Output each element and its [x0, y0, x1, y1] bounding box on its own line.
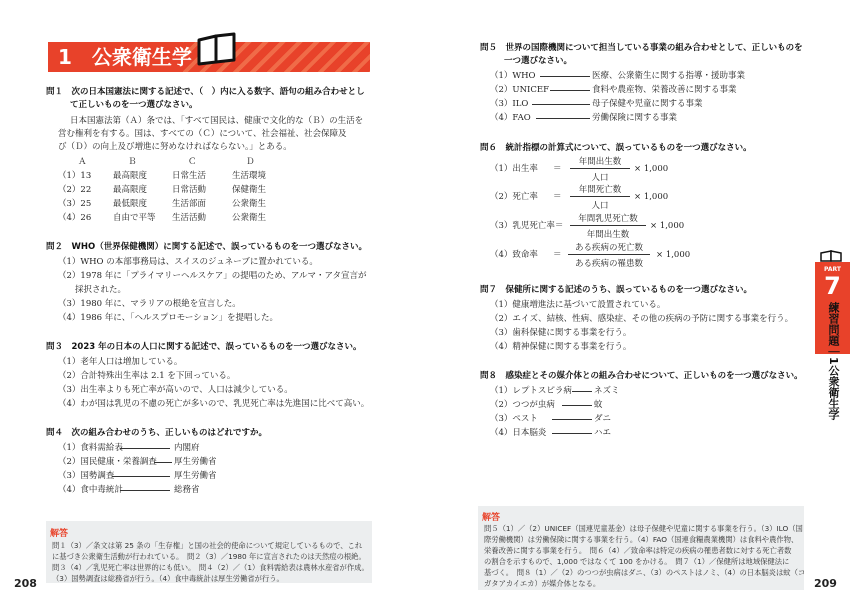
page-title: 1 公衆衛生学 — [58, 45, 192, 69]
q1-row-cell: 生活活動 — [172, 213, 207, 223]
q3-option: （2）合計特殊出生率は 2.1 を下回っている。 — [58, 371, 236, 381]
q8-connector — [552, 433, 592, 434]
q8-option-right: ハエ — [594, 428, 612, 438]
q2-option-cont: 採択された。 — [58, 285, 127, 295]
q1-heading: 問１ 次の日本国憲法に関する記述で、（ ）内に入る数字、語句の組み合わせとし — [46, 87, 365, 97]
q6-fraction-bar — [570, 168, 630, 169]
q2-option: （1）WHO の本部事務局は、スイスのジュネーブに置かれている。 — [58, 257, 318, 267]
q5-option-left: （2）UNICEF — [490, 85, 549, 95]
q1-col-header: Ａ — [78, 157, 87, 167]
answer-line: 基づく。 問８（1）／（2）のつつが虫病はダニ、（3）のペストはノミ、（4）の日本脳炎は蚊（コ — [484, 568, 806, 577]
q8-option-right: ネズミ — [594, 386, 620, 396]
q4-option-left: （4）食中毒統計 — [58, 485, 123, 495]
q4-connector — [120, 448, 170, 449]
q5-option-left: （1）WHO — [490, 71, 536, 81]
q7-option: （1）健康増進法に基づいて設置されている。 — [490, 300, 666, 310]
q6-numerator: ある疾病の死亡数 — [574, 243, 643, 253]
q6-numerator: 年間乳児死亡数 — [578, 214, 638, 224]
q1-body-line: 日本国憲法第（Ａ）条では、「すべて国民は、健康で文化的な（Ｂ）の生活を — [70, 116, 364, 126]
q6-multiplier: × 1,000 — [634, 164, 669, 174]
q7-heading: 問７ 保健所に関する記述のうち、誤っているものを一つ選びなさい。 — [480, 285, 753, 295]
q4-connector — [154, 462, 172, 463]
answer-line: 問１（3）／条文は第 25 条の「生存権」と国の社会的使命について規定しているもので、これ — [52, 541, 363, 550]
q1-heading-cont: て正しいものを一つ選びなさい。 — [70, 100, 198, 110]
q6-denominator: 人口 — [591, 201, 609, 211]
q1-row-cell: 生活部面 — [172, 199, 207, 209]
q5-heading-cont: 一つ選びなさい。 — [504, 56, 573, 66]
q1-row-cell: （1）13 — [58, 171, 92, 181]
q6-numerator: 年間出生数 — [578, 157, 622, 167]
q1-row-cell: 公衆衛生 — [232, 199, 267, 209]
q6-fraction-bar — [570, 225, 646, 226]
q6-denominator: ある疾病の罹患数 — [574, 259, 643, 269]
q4-connector — [112, 476, 170, 477]
part-number: 7 — [824, 272, 841, 300]
q1-row-cell: 自由で平等 — [113, 213, 156, 223]
q6-option-label: （2）死亡率 — [490, 192, 538, 202]
q8-option-left: （3）ペスト — [490, 414, 538, 424]
q1-row-cell: 最低限度 — [113, 199, 148, 209]
q8-connector — [552, 419, 592, 420]
part-label: PART — [824, 266, 841, 273]
q4-option-left: （2）国民健康・栄養調査 — [58, 457, 157, 467]
q4-option-right: 内閣府 — [174, 443, 200, 453]
q1-row-cell: 日常生活 — [172, 171, 207, 181]
q5-option-left: （3）ILO — [490, 99, 529, 109]
answer-line: 栄養改善に関する事業を行う。 問６（4）／致命率は特定の疾病の罹患者数に対する死亡者数 — [484, 546, 792, 555]
q4-option-left: （3）国勢調査 — [58, 471, 115, 481]
answer-line: 問３（4）／乳児死亡率は世界的にも低い。 問４（2）／（1）食料需給表は農林水産省が作成。 — [52, 563, 369, 572]
q6-option-eq: ＝ — [553, 250, 562, 260]
q5-option-right: 母子保健や児童に関する事業 — [592, 99, 703, 109]
q8-connector — [572, 391, 592, 392]
page-number-left: 208 — [14, 577, 37, 590]
q1-row-cell: 保健衛生 — [232, 185, 267, 195]
q6-denominator: 年間出生数 — [586, 230, 630, 240]
q5-heading: 問５ 世界の国際機関について担当している事業の組み合わせとして、正しいものを — [480, 43, 803, 53]
q5-connector — [532, 104, 590, 105]
answer-label: 解答 — [50, 529, 69, 539]
q4-option-right: 厚生労働省 — [174, 471, 217, 481]
q3-heading: 問３ 2023 年の日本の人口に関する記述で、誤っているものを一つ選びなさい。 — [46, 342, 362, 352]
answer-line: ガタアカイエカ）が媒介体となる。 — [484, 579, 601, 588]
q6-fraction-bar — [570, 196, 630, 197]
side-title: 練習問題｜1公衆衛生学 — [827, 302, 840, 420]
q5-connector — [550, 90, 590, 91]
book-icon — [819, 250, 843, 262]
q8-option-right: ダニ — [594, 414, 612, 424]
q6-heading: 問６ 統計指標の計算式について、誤っているものを一つ選びなさい。 — [480, 143, 752, 153]
q6-denominator: 人口 — [591, 173, 609, 183]
q3-option: （3）出生率よりも死亡率が高いので、人口は減少している。 — [58, 385, 293, 395]
q4-heading: 問４ 次の組み合わせのうち、正しいものはどれですか。 — [46, 428, 268, 438]
q6-option-label: （1）出生率 — [490, 164, 538, 174]
q6-option-label: （4）致命率 — [490, 250, 538, 260]
q1-row-cell: 公衆衛生 — [232, 213, 267, 223]
q8-connector — [562, 405, 592, 406]
answer-line: 問５（1）／（2）UNICEF（国連児童基金）は母子保健や児童に関する事業を行う。（3）ILO（国 — [484, 524, 803, 533]
q3-option: （1）老年人口は増加している。 — [58, 357, 183, 367]
book-icon — [196, 30, 238, 66]
q2-option: （2）1978 年に「プライマリーヘルスケア」の提唱のため、アルマ・アタ宣言が — [58, 271, 367, 281]
q6-option-eq: ＝ — [553, 192, 562, 202]
q8-option-left: （4）日本脳炎 — [490, 428, 547, 438]
answer-label: 解答 — [482, 513, 501, 523]
q6-multiplier: × 1,000 — [656, 250, 691, 260]
q4-option-right: 厚生労働省 — [174, 457, 217, 467]
q5-option-left: （4）FAO — [490, 113, 531, 123]
q1-col-header: Ｃ — [188, 157, 197, 167]
q6-numerator: 年間死亡数 — [578, 185, 622, 195]
q3-option: （4）わが国は乳児の不慮の死亡が多いので、乳児死亡率は先進国に比べて高い。 — [58, 399, 370, 409]
q1-row-cell: （2）22 — [58, 185, 92, 195]
q8-heading: 問８ 感染症とその媒介体との組み合わせについて、正しいものを一つ選びなさい。 — [480, 371, 803, 381]
q1-col-header: Ｂ — [128, 157, 137, 167]
answer-line: の割合を示すもので、1,000 ではなくて 100 をかける。 問７（1）／保健所は地域保健法に — [484, 557, 790, 566]
q1-row-cell: （3）25 — [58, 199, 92, 209]
page-number-right: 209 — [814, 577, 837, 590]
q4-connector — [120, 490, 170, 491]
answer-line: （3）国勢調査は総務省が行う。（4）食中毒統計は厚生労働省が行う。 — [52, 574, 284, 583]
q4-option-right: 総務省 — [174, 485, 200, 495]
q6-multiplier: × 1,000 — [650, 221, 685, 231]
q6-option-label: （3）乳児死亡率＝ — [490, 221, 564, 231]
q2-option: （4）1986 年に、「ヘルスプロモーション」を提唱した。 — [58, 313, 279, 323]
q7-option: （4）精神保健に関する事業を行う。 — [490, 342, 632, 352]
q4-option-left: （1）食料需給表 — [58, 443, 123, 453]
q5-connector — [536, 118, 590, 119]
q8-option-right: 蚊 — [594, 400, 603, 410]
answer-line: 際労働機関）は労働保険に関する事業を行う。（4）FAO（国連食糧農業機関）は食料や農作物、 — [484, 535, 799, 544]
q1-row-cell: （4）26 — [58, 213, 92, 223]
q5-option-right: 労働保険に関する事業 — [592, 113, 678, 123]
q1-col-header: Ｄ — [246, 157, 255, 167]
q6-multiplier: × 1,000 — [634, 192, 669, 202]
q1-row-cell: 最高限度 — [113, 171, 148, 181]
q2-option: （3）1980 年に、マラリアの根絶を宣言した。 — [58, 299, 241, 309]
q1-row-cell: 生活環境 — [232, 171, 267, 181]
answer-line: に基づき公衆衛生活動が行われている。 問２（3）／1980 年に宣言されたのは天然痘の根絶。 — [52, 552, 366, 561]
q5-option-right: 医療、公衆衛生に関する指導・援助事業 — [592, 71, 746, 81]
q5-connector — [540, 76, 590, 77]
q8-option-left: （2）つつが虫病 — [490, 400, 555, 410]
q5-option-right: 食料や農産物、栄養改善に関する事業 — [592, 85, 737, 95]
q8-option-left: （1）レプトスピラ病 — [490, 386, 572, 396]
q1-row-cell: 日常活動 — [172, 185, 207, 195]
q7-option: （3）歯科保健に関する事業を行う。 — [490, 328, 632, 338]
q6-fraction-bar — [568, 254, 650, 255]
q1-body-line: 営む権利を有する。国は、すべての（Ｃ）について、社会福祉、社会保障及 — [58, 129, 347, 139]
q7-option: （2）エイズ、結核、性病、感染症、その他の疾病の予防に関する事業を行う。 — [490, 314, 794, 324]
q6-option-eq: ＝ — [553, 164, 562, 174]
q2-heading: 問２ WHO（世界保健機関）に関する記述で、誤っているものを一つ選びなさい。 — [46, 242, 368, 252]
q1-row-cell: 最高限度 — [113, 185, 148, 195]
q1-body-line: び（Ｄ）の向上及び増進に努めなければならない。」とある。 — [58, 142, 292, 152]
